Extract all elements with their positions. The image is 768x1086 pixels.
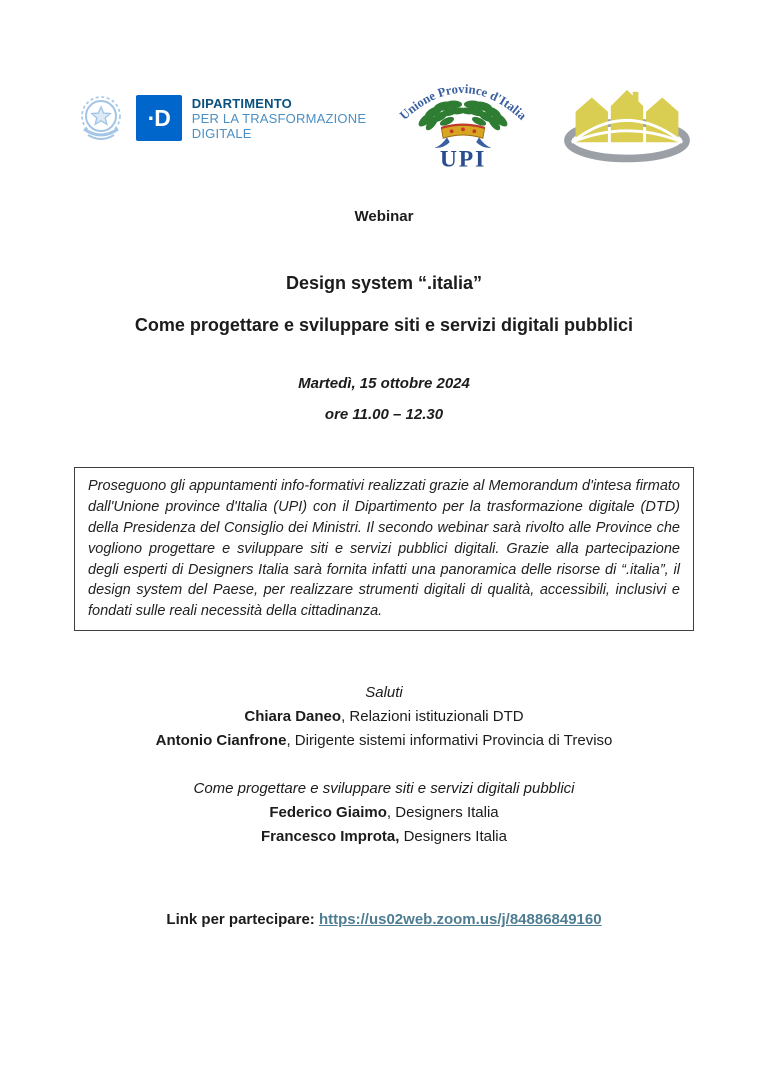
page-subtitle: Come progettare e sviluppare siti e servizi digitali pubblici (134, 315, 634, 335)
province-buildings-logo (560, 68, 694, 168)
dtd-logo (74, 91, 366, 145)
dtd-wordmark (190, 96, 366, 141)
zoom-join-link[interactable]: https://us02web.zoom.us/j/84886849160 (318, 911, 602, 929)
dtd-wordmark-line3: DIGITALE (191, 125, 252, 141)
agenda-section (0, 681, 768, 849)
speaker-name: Antonio Cianfrone (155, 732, 287, 750)
speaker-name: Francesco Improta, (261, 828, 400, 846)
join-link-row (0, 911, 768, 928)
saluti-group (0, 681, 768, 753)
event-time: ore 11.00 – 12.30 (324, 406, 444, 423)
speaker-line (0, 825, 768, 849)
upi-arc-text: Unione Province d'Italia (397, 81, 530, 123)
italy-emblem-icon (74, 91, 128, 145)
speaker-role: , Relazioni istituzionali DTD (341, 708, 524, 726)
upi-label: UPI (440, 146, 487, 173)
event-date: Martedì, 15 ottobre 2024 (298, 375, 470, 392)
page-title: Design system “.italia” (285, 273, 483, 293)
session-group (0, 777, 768, 849)
session-title: Come progettare e sviluppare siti e servizi digitali pubblici (193, 780, 575, 798)
dtd-wordmark-line2: PER LA TRASFORMAZIONE (191, 110, 367, 126)
dtd-square-icon: ·D (136, 95, 182, 141)
speaker-role: , Designers Italia (386, 804, 499, 822)
speaker-role: Designers Italia (399, 828, 507, 846)
speaker-name: Chiara Daneo (244, 708, 342, 726)
upi-logo (392, 59, 534, 177)
logos-row (0, 0, 768, 172)
webinar-label: Webinar (354, 208, 414, 225)
speaker-line (0, 705, 768, 729)
join-link-label: Link per partecipare: (166, 911, 315, 929)
speaker-role: , Dirigente sistemi informativi Provincia di Treviso (286, 732, 613, 750)
crown-icon (435, 125, 492, 148)
saluti-label: Saluti (365, 684, 403, 702)
description-box (74, 467, 694, 631)
description-text: Proseguono gli appuntamenti info-formativi realizzati grazie al Memorandum d'intesa firmato dall'Unione province d'Italia (UPI) con il Dipartimento per la trasformazione digitale (DTD) della Presidenza del Consiglio dei Ministri. Il secondo webinar sarà rivolto alle Province che vogliono progettare e sviluppare siti e servizi pubblici digitali. Grazie alla partecipazione degli esperti di Designers Italia sarà fornita infatti una panoramica delle risorse di “.italia”, il design system del Paese, per realizzare strumenti digitali di qualità, accessibili, inclusivi e fondati sulle reali necessità della cittadinanza. (88, 478, 680, 620)
speaker-name: Federico Giaimo (269, 804, 387, 822)
speaker-line (0, 729, 768, 753)
dtd-wordmark-line1: DIPARTIMENTO (191, 95, 292, 111)
speaker-line (0, 801, 768, 825)
